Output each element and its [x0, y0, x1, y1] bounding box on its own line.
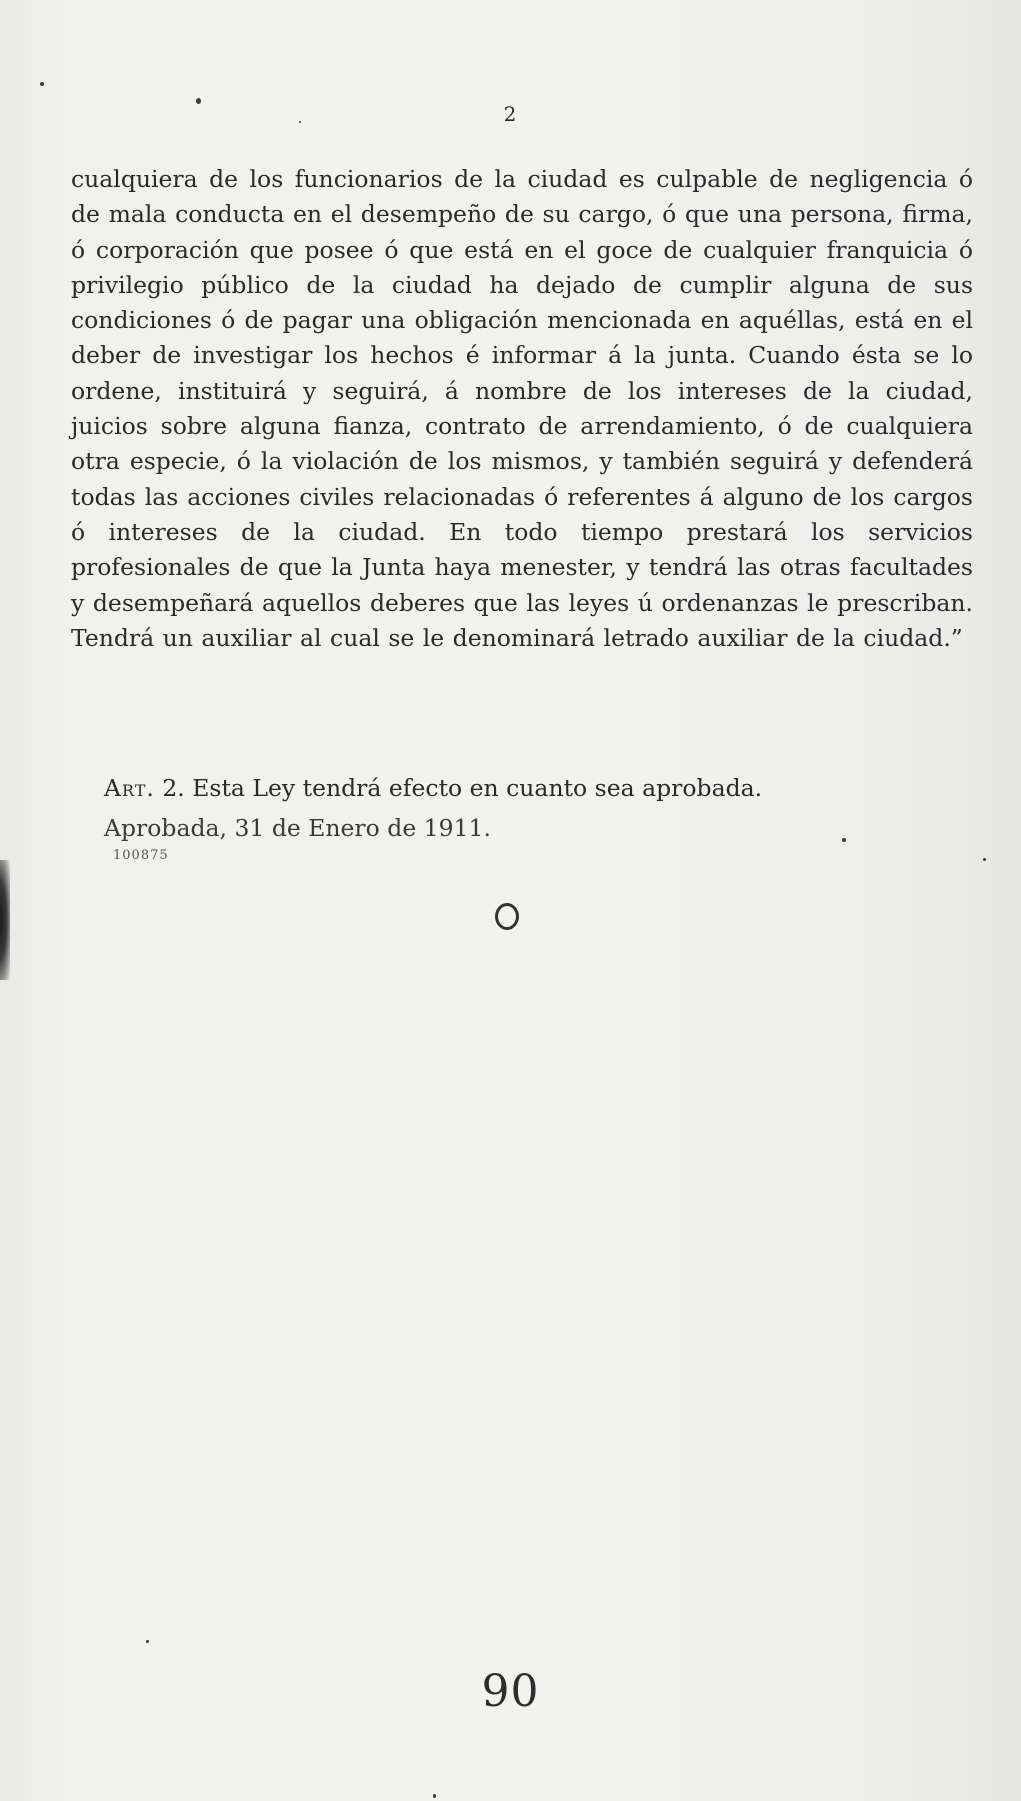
article-text: 2. Esta Ley tendrá efecto en cuanto sea aprobada.	[154, 774, 763, 802]
ink-speck	[983, 858, 986, 861]
document-code: 100875	[113, 848, 169, 863]
ink-speck	[40, 82, 44, 86]
approval-date: Aprobada, 31 de Enero de 1911.	[104, 814, 491, 842]
ink-speck	[146, 1640, 149, 1643]
binding-shadow	[0, 860, 10, 980]
article-line	[104, 772, 762, 804]
body-paragraph: cualquiera de los funcionarios de la ciudad es culpable de negligencia ó de mala conducta en el desempeño de su cargo, ó que una persona, firma, ó corporación que posee ó que está en el goce de cualquier franquicia ó privilegio público de la ciudad ha dejado de cumplir alguna de sus condiciones ó de pagar una obligación mencionada en aquéllas, está en el deber de investigar los hechos é informar á la junta. Cuando ésta se lo ordene, instituirá y seguirá, á nombre de los intereses de la ciudad, juicios sobre alguna fianza, contrato de arrendamiento, ó de cualquiera otra especie, ó la violación de los mismos, y también seguirá y defenderá todas las acciones civiles relacionadas ó referentes á alguno de los cargos ó intereses de la ciudad. En todo tiempo prestará los servicios profesionales de que la Junta haya menester, y tendrá las otras facultades y desempeñará aquellos deberes que las leyes ú ordenanzas le prescriban. Tendrá un auxiliar al cual se le denominará letrado auxiliar de la ciudad.”	[71, 165, 973, 652]
footer-page-number: 90	[481, 1666, 540, 1717]
article-label: Art.	[104, 774, 155, 802]
body-text	[71, 162, 973, 656]
ink-speck	[842, 838, 846, 842]
page-number: 2	[503, 102, 518, 126]
ink-speck	[433, 1794, 436, 1798]
end-mark-circle-icon	[495, 903, 519, 930]
